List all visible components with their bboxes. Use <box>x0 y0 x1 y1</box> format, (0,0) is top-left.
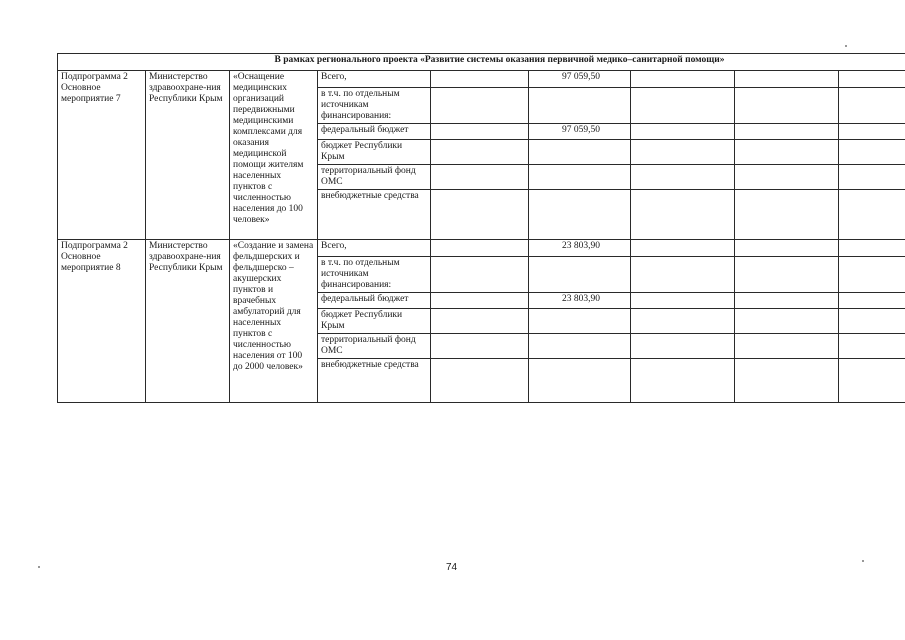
source-cell: федеральный бюджет <box>318 293 431 309</box>
empty-cell <box>631 124 735 140</box>
amount-cell: 97 059,50 <box>529 124 631 140</box>
measure-cell: «Оснащение медицинских организаций передвижными медицинскими комплексами для оказания медицинской помощи жителям населенных пунктов с численностью населения до 100 человек» <box>230 71 318 240</box>
empty-cell <box>431 359 529 403</box>
empty-cell <box>735 71 839 88</box>
empty-cell <box>839 240 905 257</box>
empty-cell <box>631 334 735 359</box>
source-cell: внебюджетные средства <box>318 359 431 403</box>
empty-cell <box>735 165 839 190</box>
empty-cell <box>431 124 529 140</box>
empty-cell <box>735 359 839 403</box>
source-cell: Всего, <box>318 71 431 88</box>
source-cell: бюджет Республики Крым <box>318 309 431 334</box>
amount-cell <box>529 190 631 240</box>
amount-cell <box>529 140 631 165</box>
empty-cell <box>839 359 905 403</box>
empty-cell <box>631 359 735 403</box>
empty-cell <box>735 240 839 257</box>
empty-cell <box>735 124 839 140</box>
empty-cell <box>735 257 839 293</box>
empty-cell <box>735 293 839 309</box>
source-cell: внебюджетные средства <box>318 190 431 240</box>
empty-cell <box>839 140 905 165</box>
empty-cell <box>631 165 735 190</box>
amount-cell <box>529 165 631 190</box>
funding-table <box>57 53 905 403</box>
scan-speck <box>862 560 864 562</box>
empty-cell <box>431 88 529 124</box>
empty-cell <box>839 293 905 309</box>
empty-cell <box>631 88 735 124</box>
empty-cell <box>839 71 905 88</box>
source-cell: в т.ч. по отдельным источникам финансирования: <box>318 257 431 293</box>
program-cell: Подпрограмма 2 Основное мероприятие 7 <box>58 71 146 240</box>
empty-cell <box>839 309 905 334</box>
source-cell: территориальный фонд ОМС <box>318 165 431 190</box>
source-cell: Всего, <box>318 240 431 257</box>
table-row <box>58 240 905 257</box>
empty-cell <box>431 240 529 257</box>
empty-cell <box>735 190 839 240</box>
source-cell: территориальный фонд ОМС <box>318 334 431 359</box>
measure-cell: «Создание и замена фельдшерских и фельдшерско – акушерских пунктов и врачебных амбулаторий для населенных пунктов с численностью населения от 100 до 2000 человек» <box>230 240 318 403</box>
amount-cell <box>529 334 631 359</box>
amount-cell: 97 059,50 <box>529 71 631 88</box>
amount-cell <box>529 309 631 334</box>
empty-cell <box>735 140 839 165</box>
empty-cell <box>839 124 905 140</box>
empty-cell <box>431 257 529 293</box>
empty-cell <box>839 190 905 240</box>
table-row <box>58 71 905 88</box>
empty-cell <box>431 190 529 240</box>
program-cell: Подпрограмма 2 Основное мероприятие 8 <box>58 240 146 403</box>
amount-cell: 23 803,90 <box>529 293 631 309</box>
empty-cell <box>431 309 529 334</box>
empty-cell <box>631 293 735 309</box>
empty-cell <box>631 71 735 88</box>
empty-cell <box>631 140 735 165</box>
empty-cell <box>735 88 839 124</box>
empty-cell <box>839 334 905 359</box>
amount-cell: 23 803,90 <box>529 240 631 257</box>
banner-row <box>58 54 905 71</box>
page-number: 74 <box>446 562 458 573</box>
executor-cell: Министерство здравоохране-ния Республики Крым <box>146 240 230 403</box>
empty-cell <box>431 71 529 88</box>
scan-speck <box>845 45 847 47</box>
scan-speck <box>38 566 40 568</box>
empty-cell <box>631 190 735 240</box>
source-cell: в т.ч. по отдельным источникам финансирования: <box>318 88 431 124</box>
amount-cell <box>529 359 631 403</box>
empty-cell <box>631 240 735 257</box>
empty-cell <box>735 309 839 334</box>
amount-cell <box>529 257 631 293</box>
empty-cell <box>839 165 905 190</box>
empty-cell <box>735 334 839 359</box>
empty-cell <box>631 257 735 293</box>
source-cell: бюджет Республики Крым <box>318 140 431 165</box>
empty-cell <box>431 140 529 165</box>
source-cell: федеральный бюджет <box>318 124 431 140</box>
empty-cell <box>631 309 735 334</box>
empty-cell <box>431 334 529 359</box>
empty-cell <box>431 165 529 190</box>
amount-cell <box>529 88 631 124</box>
empty-cell <box>839 88 905 124</box>
executor-cell: Министерство здравоохране-ния Республики Крым <box>146 71 230 240</box>
empty-cell <box>431 293 529 309</box>
section-banner: В рамках регионального проекта «Развитие системы оказания первичной медико–санитарной помощи» <box>58 54 905 71</box>
empty-cell <box>839 257 905 293</box>
